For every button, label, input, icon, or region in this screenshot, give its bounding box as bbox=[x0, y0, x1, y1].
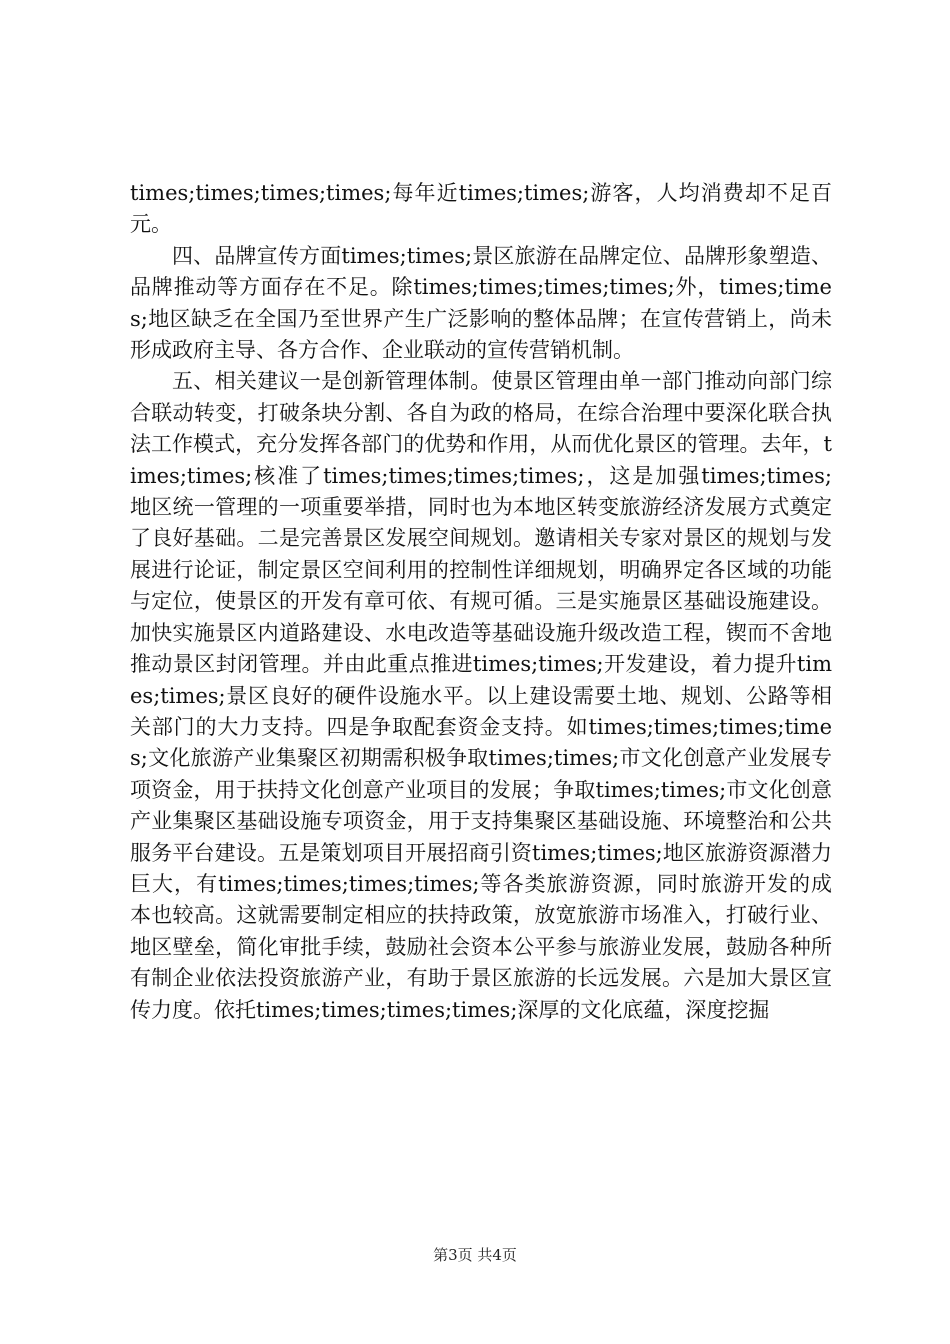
paragraph-continuation: times;times;times;times;每年近times;times;游客，人均消费却不足百元。 bbox=[130, 181, 832, 237]
page-footer: 第3页 共4页 bbox=[433, 1246, 517, 1264]
document-body bbox=[130, 178, 832, 1026]
paragraph-suggestions: 五、相关建议一是创新管理体制。使景区管理由单一部门推动向部门综合联动转变，打破条块分割、各自为政的格局，在综合治理中要深化联合执法工作模式，充分发挥各部门的优势和作用，从而优化景区的管理。去年，times;times;核准了times;times;times;times;，这是加强times;times;地区统一管理的一项重要举措，同时也为本地区转变旅游经济发展方式奠定了良好基础。二是完善景区发展空间规划。邀请相关专家对景区的规划与发展进行论证，制定景区空间利用的控制性详细规划，明确界定各区域的功能与定位，使景区的开发有章可依、有规可循。三是实施景区基础设施建设。加快实施景区内道路建设、水电改造等基础设施升级改造工程，锲而不舍地推动景区封闭管理。并由此重点推进times;times;开发建设，着力提升times;times;景区良好的硬件设施水平。以上建设需要土地、规划、公路等相关部门的大力支持。四是争取配套资金支持。如times;times;times;times;文化旅游产业集聚区初期需积极争取times;times;市文化创意产业发展专项资金，用于扶持文化创意产业项目的发展；争取times;times;市文化创意产业集聚区基础设施专项资金，用于支持集聚区基础设施、环境整治和公共服务平台建设。五是策划项目开展招商引资times;times;地区旅游资源潜力巨大，有times;times;times;times;等各类旅游资源，同时旅游开发的成本也较高。这就需要制定相应的扶持政策，放宽旅游市场准入，打破行业、地区壁垒，简化审批手续，鼓励社会资本公平参与旅游业发展，鼓励各种所有制企业依法投资旅游产业，有助于景区旅游的长远发展。六是加大景区宣传力度。依托times;times;times;times;深厚的文化底蕴，深度挖掘 bbox=[130, 369, 832, 1022]
paragraph-brand-promotion: 四、品牌宣传方面times;times;景区旅游在品牌定位、品牌形象塑造、品牌推动等方面存在不足。除times;times;times;times;外，times;times;地区缺乏在全国乃至世界产生广泛影响的整体品牌；在宣传营销上，尚未形成政府主导、各方合作、企业联动的宣传营销机制。 bbox=[130, 243, 832, 363]
